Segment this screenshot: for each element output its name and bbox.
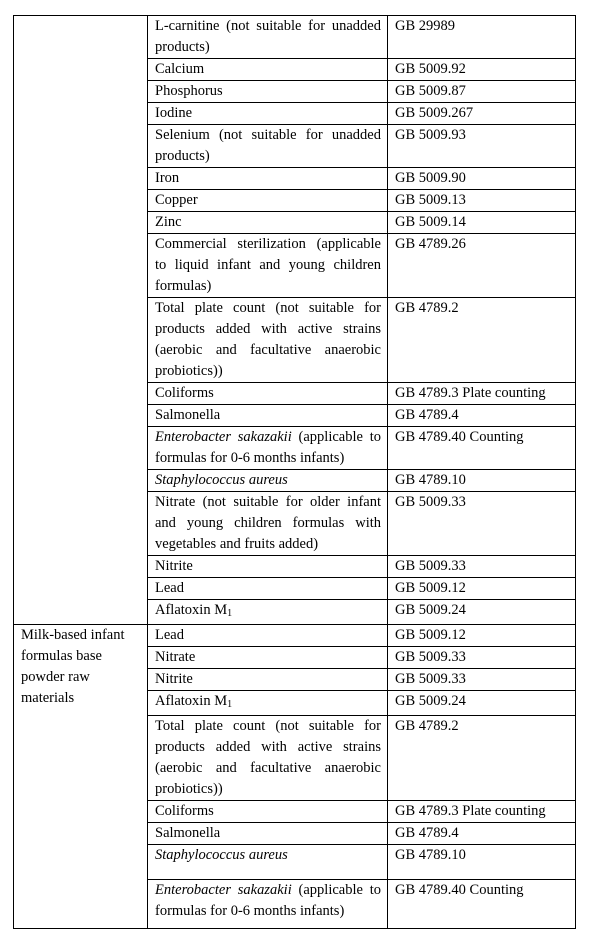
test-item-cell: Commercial sterilization (applicable to liquid infant and young children formulas) bbox=[148, 234, 388, 298]
test-method-cell: GB 4789.40 Counting bbox=[388, 880, 576, 929]
test-item-cell: Iodine bbox=[148, 103, 388, 125]
organism-name: Staphylococcus aureus bbox=[155, 472, 288, 488]
test-item-cell: Salmonella bbox=[148, 823, 388, 845]
test-item-cell: Salmonella bbox=[148, 405, 388, 427]
test-method-cell: GB 4789.4 bbox=[388, 823, 576, 845]
test-item-cell: Zinc bbox=[148, 212, 388, 234]
test-item-cell: Nitrite bbox=[148, 669, 388, 691]
test-method-cell: GB 4789.3 Plate counting bbox=[388, 383, 576, 405]
test-method-cell: GB 29989 bbox=[388, 16, 576, 59]
test-method-cell: GB 4789.2 bbox=[388, 298, 576, 383]
test-method-cell: GB 5009.33 bbox=[388, 669, 576, 691]
test-method-cell: GB 5009.92 bbox=[388, 59, 576, 81]
test-item-cell: Copper bbox=[148, 190, 388, 212]
organism-name: Enterobacter sakazakii bbox=[155, 882, 292, 898]
test-item-cell bbox=[148, 880, 388, 929]
test-method-table bbox=[13, 15, 576, 929]
organism-name: Enterobacter sakazakii bbox=[155, 429, 292, 445]
test-method-cell: GB 4789.4 bbox=[388, 405, 576, 427]
test-method-cell: GB 5009.33 bbox=[388, 556, 576, 578]
test-item-cell: Nitrite bbox=[148, 556, 388, 578]
test-item-cell: Iron bbox=[148, 168, 388, 190]
item-note: (applicable to formulas for 0-6 months infants) bbox=[155, 429, 382, 466]
test-method-cell: GB 5009.87 bbox=[388, 81, 576, 103]
test-item-cell bbox=[148, 845, 388, 880]
test-item-cell: Selenium (not suitable for unadded products) bbox=[148, 125, 388, 168]
test-item-cell bbox=[148, 600, 388, 625]
test-method-cell: GB 4789.26 bbox=[388, 234, 576, 298]
item-label: Aflatoxin M bbox=[155, 602, 228, 618]
test-item-cell: Total plate count (not suitable for products added with active strains (aerobic and facultative anaerobic probiotics)) bbox=[148, 298, 388, 383]
test-method-cell: GB 4789.2 bbox=[388, 716, 576, 801]
category-cell bbox=[14, 16, 148, 625]
item-subscript: 1 bbox=[227, 699, 233, 710]
test-item-cell: Phosphorus bbox=[148, 81, 388, 103]
test-method-cell: GB 5009.33 bbox=[388, 492, 576, 556]
item-subscript: 1 bbox=[227, 608, 233, 619]
test-method-cell: GB 5009.93 bbox=[388, 125, 576, 168]
test-item-cell bbox=[148, 691, 388, 716]
test-method-cell: GB 4789.3 Plate counting bbox=[388, 801, 576, 823]
test-item-cell: Calcium bbox=[148, 59, 388, 81]
test-method-cell: GB 4789.10 bbox=[388, 470, 576, 492]
test-method-cell: GB 4789.10 bbox=[388, 845, 576, 880]
category-cell: Milk-based infant formulas base powder raw materials bbox=[14, 625, 148, 929]
test-method-cell: GB 5009.13 bbox=[388, 190, 576, 212]
item-label: Aflatoxin M bbox=[155, 693, 228, 709]
test-item-cell bbox=[148, 470, 388, 492]
test-method-cell: GB 5009.267 bbox=[388, 103, 576, 125]
test-method-cell: GB 5009.12 bbox=[388, 578, 576, 600]
test-item-cell: Lead bbox=[148, 625, 388, 647]
test-method-cell: GB 5009.24 bbox=[388, 691, 576, 716]
test-item-cell: Total plate count (not suitable for products added with active strains (aerobic and facultative anaerobic probiotics)) bbox=[148, 716, 388, 801]
test-method-cell: GB 5009.14 bbox=[388, 212, 576, 234]
table-row bbox=[14, 16, 576, 59]
test-item-cell: Lead bbox=[148, 578, 388, 600]
test-method-cell: GB 5009.12 bbox=[388, 625, 576, 647]
test-method-cell: GB 5009.24 bbox=[388, 600, 576, 625]
test-item-cell: Coliforms bbox=[148, 801, 388, 823]
table-row bbox=[14, 625, 576, 647]
test-item-cell: Nitrate (not suitable for older infant and young children formulas with vegetables and fruits added) bbox=[148, 492, 388, 556]
test-item-cell: L-carnitine (not suitable for unadded products) bbox=[148, 16, 388, 59]
test-item-cell: Nitrate bbox=[148, 647, 388, 669]
item-note: (applicable to formulas for 0-6 months infants) bbox=[155, 882, 382, 919]
organism-name: Staphylococcus aureus bbox=[155, 847, 288, 863]
test-item-cell bbox=[148, 427, 388, 470]
table-body bbox=[14, 16, 576, 929]
test-item-cell: Coliforms bbox=[148, 383, 388, 405]
test-method-cell: GB 5009.90 bbox=[388, 168, 576, 190]
test-method-cell: GB 5009.33 bbox=[388, 647, 576, 669]
test-method-cell: GB 4789.40 Counting bbox=[388, 427, 576, 470]
